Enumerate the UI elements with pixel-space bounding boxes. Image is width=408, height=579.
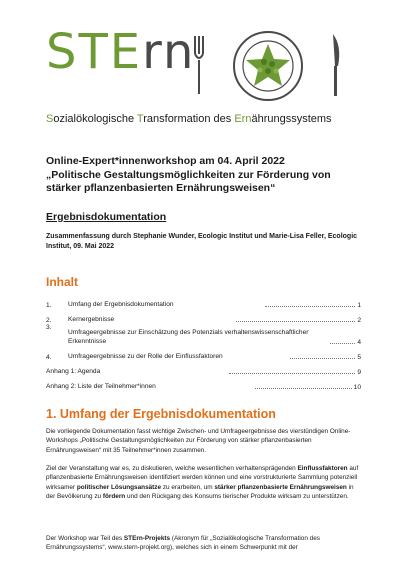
toc-entry-page: 1	[357, 302, 362, 309]
text-run-bold: STErn-Projekts	[123, 535, 171, 542]
toc-entry-title: Umfrageergebnisse zu der Rolle der Einflussfaktoren	[68, 353, 223, 360]
toc-entry-title: Umfrageergebnisse zur Einschätzung des Potenzials verhaltenswissenschaftlicher Erkenntnisse	[68, 329, 309, 345]
toc-entry-number: 4.	[46, 354, 52, 361]
logo-text-green: STE	[46, 24, 143, 80]
section-heading: 1. Umfang der Ergebnisdokumentation	[46, 407, 276, 421]
toc-entry[interactable]	[46, 294, 361, 309]
toc-entry-title: Umfang der Ergebnisdokumentation	[68, 301, 174, 308]
workshop-title-line2: „Politische Gestaltungsmöglichkeiten zur Förderung von stärker pflanzenbasierten Ernährungsweisen“	[46, 168, 331, 194]
text-run: Der Workshop war Teil des	[46, 535, 124, 542]
paragraph-project	[46, 534, 364, 553]
text-run-bold: fördern	[102, 493, 126, 501]
subtitle-part: ozialökologische	[53, 113, 137, 125]
toc-entry[interactable]	[46, 324, 361, 346]
text-run: auf pflanzenbasierte Ernährungsweisen identifiziert werden können und eine vorstrukturierte Sammlung potenziell wirksamer	[46, 465, 359, 491]
workshop-title	[46, 155, 366, 196]
toc-leader-dots	[330, 343, 355, 344]
toc-entry[interactable]	[46, 376, 361, 391]
text-run-bold: Einflussfaktoren	[297, 465, 348, 472]
toc-entry-number: 2.	[46, 317, 52, 324]
toc-entry-page: 10	[353, 384, 362, 391]
text-run: und den Rückgang des Konsums tierischer Produkte wirksam zu unterstützen.	[125, 493, 349, 501]
text-run: Ziel der Veranstaltung war es, zu diskutieren, welche wesentlichen verhaltensprägenden	[46, 465, 298, 472]
paragraph-goal	[46, 464, 364, 502]
subtitle-part: S	[46, 113, 54, 125]
fork-icon	[195, 36, 203, 94]
text-run-bold: stärker pflanzenbasierte Ernährungsweisen	[214, 483, 347, 491]
toc-entry-page: 9	[357, 369, 362, 376]
stern-logo	[46, 16, 346, 106]
text-run: in der Bevölkerung zu	[46, 483, 354, 501]
toc-leader-dots	[290, 358, 355, 359]
toc-entry-page: 4	[357, 339, 361, 346]
toc-heading: Inhalt	[46, 275, 78, 289]
text-run-bold: politischer Lösungsansätze	[76, 483, 162, 491]
table-of-contents	[46, 294, 361, 391]
toc-entry[interactable]	[46, 361, 361, 376]
doc-label: Ergebnisdokumentation	[46, 211, 167, 223]
subtitle-part: ährungssystems	[251, 113, 332, 125]
toc-entry-page: 2	[357, 317, 362, 324]
paragraph-intro: Die vorliegende Dokumentation fasst wichtige Zwischen- und Umfrageergebnisse des vierstündigen Online-Workshops „Politische Gestaltungsmöglichkeiten zur Förderung von stärker pflanzenbasierten Ernährungsweisen“ mit 35 Teilnehmer*innen zusammen.	[46, 428, 351, 454]
toc-entry-title: Anhang 1: Agenda	[46, 368, 101, 375]
subtitle-part: ransformation des	[143, 113, 235, 125]
toc-entry-page: 5	[357, 354, 361, 361]
toc-leader-dots	[265, 306, 355, 307]
toc-leader-dots	[229, 373, 356, 374]
text-run: zu erarbeiten, um	[161, 483, 215, 491]
toc-leader-dots	[236, 321, 356, 322]
subtitle-part: T	[136, 113, 144, 125]
toc-entry-title: Anhang 2: Liste der Teilnehmer*innen	[46, 383, 156, 390]
logo-text-dark: rn	[142, 24, 196, 80]
workshop-title-line1: Online-Expert*innenworkshop am 04. April 2022	[46, 155, 285, 167]
toc-entry-number: 3.	[46, 324, 52, 331]
toc-entry[interactable]	[46, 309, 361, 324]
knife-icon	[333, 34, 339, 96]
toc-leader-dots	[255, 388, 352, 389]
broccoli-star-icon	[246, 44, 290, 86]
toc-entry[interactable]	[46, 346, 361, 361]
text-run: (Akronym für „Sozialökologische Transformation des Ernährungssystems“, www.stern-projekt.org), welches sich in einem Schwerpunkt mit der	[46, 535, 320, 552]
project-subtitle	[46, 113, 332, 125]
toc-entry-title: Kernergebnisse	[68, 316, 115, 323]
subtitle-part: Ern	[234, 113, 252, 125]
toc-entry-number: 1.	[46, 302, 52, 309]
logo-graphic	[46, 16, 346, 106]
summary-authors: Zusammenfassung durch Stephanie Wunder, Ecologic Institut und Marie-Lisa Feller, Ecologic Institut, 09. Mai 2022	[46, 233, 358, 250]
